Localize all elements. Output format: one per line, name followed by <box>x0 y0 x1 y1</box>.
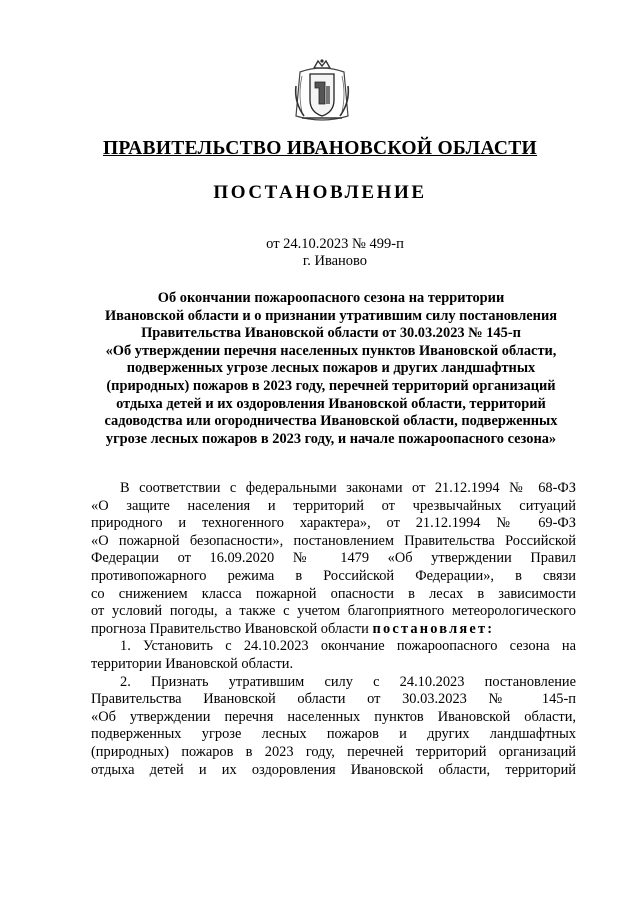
preamble-line: Федерации от 16.09.2020 № 1479 «Об утверждении Правил <box>91 550 576 567</box>
preamble-line: противопожарного режима в Российской Федерации», в связи <box>91 567 576 584</box>
item2-line: (природных) пожаров в 2023 году, перечней территорий организаций <box>91 743 576 760</box>
coat-of-arms-icon <box>292 58 352 126</box>
preamble-line: «О защите населения и территорий от чрезвычайных ситуаций <box>91 497 576 514</box>
document-type: ПОСТАНОВЛЕНИЕ <box>213 182 427 203</box>
preamble-line: прогноза Правительство Ивановской области <box>91 620 369 637</box>
preamble-line: В соответствии с федеральными законами от 21.12.1994 № 68-ФЗ <box>120 480 576 496</box>
item1-line: 1. Установить с 24.10.2023 окончание пожароопасного сезона на <box>120 638 576 655</box>
item1-line: территории Ивановской области. <box>91 655 294 672</box>
item2-line: подверженных угрозе лесных пожаров и других ландшафтных <box>91 726 576 743</box>
date-number: от 24.10.2023 № 499-п <box>266 236 404 252</box>
preamble-line: «О пожарной безопасности», постановлением Правительства Российской <box>91 532 576 549</box>
title-line: отдыха детей и их оздоровления Ивановской области, территорий <box>116 395 546 412</box>
document-body <box>91 480 576 779</box>
item2-line: отдыха детей и их оздоровления Ивановской области, территорий <box>91 761 576 778</box>
title-line: (природных) пожаров в 2023 году, перечней территорий организаций <box>106 377 556 394</box>
item2-line: Правительства Ивановской области от 30.03.2023 № 145-п <box>91 691 576 708</box>
item2-line: 2. Признать утратившим силу с 24.10.2023 постановление <box>120 673 576 690</box>
organization-name: ПРАВИТЕЛЬСТВО ИВАНОВСКОЙ ОБЛАСТИ <box>102 138 538 159</box>
preamble-line: от условий погоды, а также с учетом благоприятного метеорологического <box>91 603 576 620</box>
title-line: садоводства или огородничества Ивановской области, подверженных <box>104 413 558 430</box>
title-line: Об окончании пожароопасного сезона на территории <box>157 290 505 306</box>
decree-word: постановляет: <box>372 620 495 637</box>
document-meta <box>0 236 640 270</box>
title-line: подверженных угрозе лесных пожаров и других ландшафтных <box>126 360 536 377</box>
preamble-line: со снижением класса пожарной опасности в лесах в зависимости <box>91 585 576 602</box>
item2-line: «Об утверждении перечня населенных пунктов Ивановской области, <box>91 708 576 725</box>
preamble-line: природного и техногенного характера», от 21.12.1994 № 69-ФЗ <box>91 515 576 532</box>
title-line: угрозе лесных пожаров в 2023 году, и начале пожароопасного сезона» <box>105 430 557 447</box>
city: г. Иваново <box>302 253 368 269</box>
preamble-last-line <box>91 621 576 639</box>
title-line: Правительства Ивановской области от 30.03.2023 № 145-п <box>141 325 521 342</box>
title-line: «Об утверждении перечня населенных пунктов Ивановской области, <box>105 342 557 359</box>
document-title <box>86 290 576 448</box>
title-line: Ивановской области и о признании утратившим силу постановления <box>104 307 558 324</box>
